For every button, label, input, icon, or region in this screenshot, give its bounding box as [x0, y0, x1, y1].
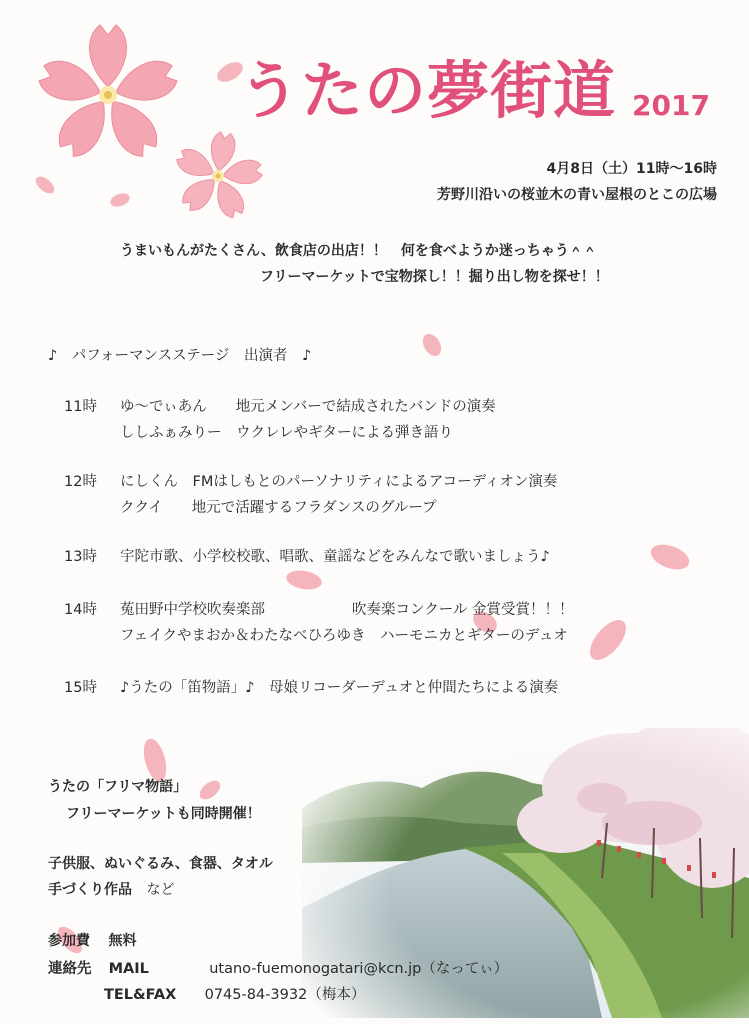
intro-flea-line: フリーマーケットで宝物探し！！掘り出し物を探せ！！	[260, 269, 609, 285]
tel-label: TEL&FAX	[104, 987, 177, 1003]
slot-time: 14時	[64, 602, 97, 618]
slot-performer-line: 宇陀市歌、小学校校歌、唱歌、童謡などをみんなで歌いましょう♪	[120, 549, 550, 565]
petal-icon	[109, 191, 132, 209]
event-date-time: 4月8日（土）11時〜16時	[546, 161, 717, 177]
flea-market-title: うたの「フリマ物語」	[48, 779, 188, 795]
slot-time: 15時	[64, 680, 97, 696]
slot-performer-line: ♪うたの「笛物語」♪ 母娘リコーダーデュオと仲間たちによる演奏	[120, 680, 559, 696]
petal-icon	[647, 540, 692, 574]
slot-performer-line: ししふぁみりー ウクレレやギターによる弾き語り	[120, 425, 453, 441]
intro-food-line: うまいもんがたくさん、飲食店の出店！！ 何を食べようか迷っちゃう＾＾	[120, 243, 597, 259]
tel-number: 0745-84-3932（梅本）	[204, 987, 366, 1003]
slot-performer-line: フェイクやまおか＆わたなべひろゆき ハーモニカとギターのデュオ	[120, 628, 568, 644]
etc-suffix: など	[146, 882, 175, 898]
flea-market-items: 子供服、ぬいぐるみ、食器、タオル	[48, 856, 273, 872]
handmade-items: 手づくり作品	[48, 882, 132, 898]
event-venue: 芳野川沿いの桜並木の青い屋根のとこの広場	[437, 187, 717, 203]
petal-icon	[419, 331, 445, 360]
mail-label: MAIL	[108, 961, 149, 977]
slot-performer-line: ゆ〜でぃあん 地元メンバーで結成されたバンドの演奏	[120, 399, 496, 415]
fee-value: 無料	[108, 933, 137, 949]
petal-icon	[196, 777, 223, 803]
event-year: 2017	[632, 89, 710, 122]
fee-row	[48, 930, 136, 950]
contact-tel-row	[104, 983, 365, 1004]
petal-icon	[33, 173, 58, 196]
slot-performer-line: にしくん FMはしもとのパーソナリティによるアコーディオン演奏	[120, 474, 558, 490]
petal-icon	[583, 614, 632, 666]
event-title: うたの夢街道	[238, 54, 617, 127]
contact-label: 連絡先	[48, 961, 92, 977]
petal-icon	[285, 568, 324, 592]
stage-heading: ♪ パフォーマンスステージ 出演者 ♪	[48, 348, 312, 364]
slot-time: 12時	[64, 474, 97, 490]
contact-mail-row	[48, 957, 508, 978]
mail-address[interactable]: utano-fuemonogatari@kcn.jp（なってぃ）	[209, 961, 509, 977]
flea-market-items-line2	[48, 879, 174, 899]
slot-performer-line: ククイ 地元で活躍するフラダンスのグループ	[120, 500, 437, 516]
flea-market-subtitle: フリーマーケットも同時開催！	[66, 806, 261, 822]
slot-performer-line: 菟田野中学校吹奏楽部 吹奏楽コンクール 金賞受賞！！！	[120, 602, 574, 618]
slot-time: 11時	[64, 399, 97, 415]
fee-label: 参加費	[48, 933, 90, 949]
slot-time: 13時	[64, 549, 97, 565]
